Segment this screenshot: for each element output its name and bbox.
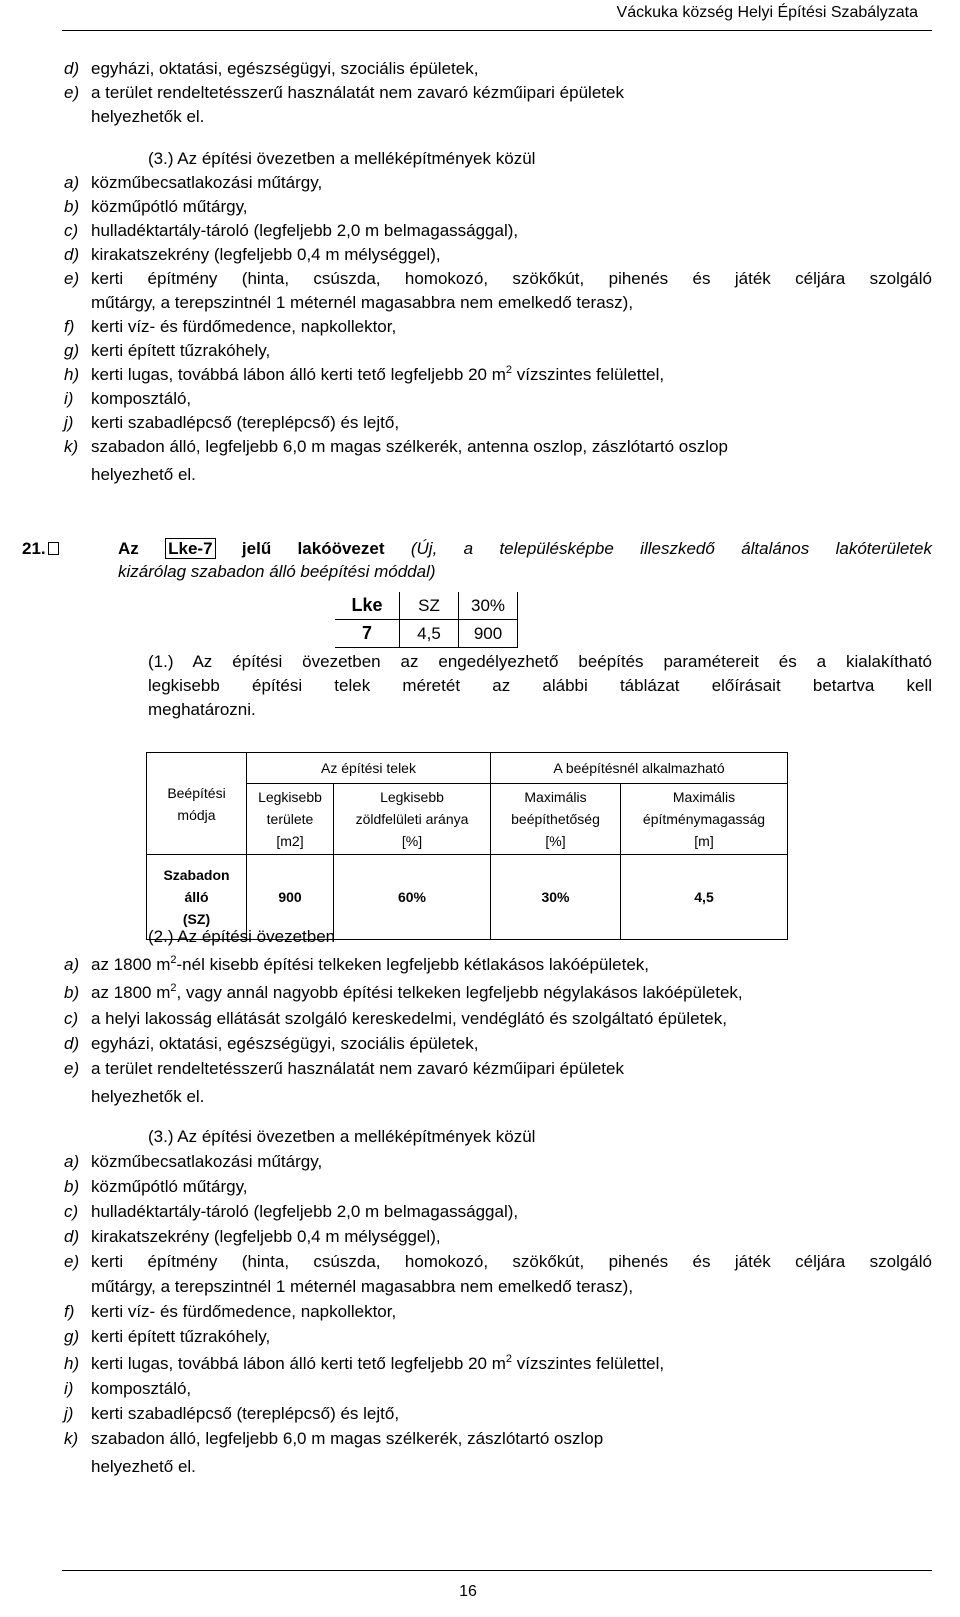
list-item-e2	[64, 268, 932, 290]
parameters-table	[146, 752, 788, 940]
header-rule	[62, 30, 932, 31]
item-label: d)	[64, 245, 80, 264]
table-header-row	[147, 753, 788, 784]
item-label: g)	[64, 341, 80, 360]
table-row	[335, 592, 518, 620]
list-item-j	[64, 412, 932, 434]
list-item-h	[64, 364, 932, 386]
item-text: közműbecsatlakozási műtárgy,	[91, 1152, 323, 1171]
item-label: h)	[64, 1354, 80, 1373]
zone-code-table	[335, 592, 518, 648]
superscript: 2	[505, 1353, 512, 1365]
table-cell: SZ	[400, 592, 459, 620]
cell-line: [%]	[401, 833, 423, 849]
list-item-b	[64, 1176, 932, 1198]
item-label: i)	[64, 1379, 74, 1398]
cell-line: beépíthetőség	[511, 811, 600, 827]
item-text: kerti szabadlépcső (tereplépcső) és lejtő,	[91, 1404, 400, 1423]
page-header: Váckuka község Helyi Építési Szabályzata	[616, 4, 918, 21]
continuation-text: helyezhetők el.	[91, 1087, 205, 1106]
item-text: komposztáló,	[91, 389, 192, 408]
item-label: a)	[64, 173, 80, 192]
item-text: szabadon álló, legfeljebb 6,0 m magas szélkerék, zászlótartó oszlop	[91, 1429, 604, 1448]
header-cell-method	[147, 753, 247, 855]
section-heading	[118, 538, 932, 560]
heading-title: jelű lakóövezet	[241, 539, 385, 558]
paragraph-1	[148, 650, 932, 722]
cell-line: álló	[184, 889, 209, 905]
continuation-text: helyezhető el.	[91, 465, 196, 484]
list-item-e	[64, 1058, 932, 1080]
item-text: kerti lugas, továbbá lábon álló kerti tető legfeljebb 20 m	[91, 1354, 506, 1373]
item-label: c)	[64, 1009, 79, 1028]
item-text: közműpótló műtárgy,	[91, 197, 248, 216]
paragraph-line: legkisebb építési telek méretét az alábbi táblázat előírásait betartva kell	[148, 676, 932, 695]
item-label: f)	[64, 1302, 75, 1321]
heading-description-cont: kizárólag szabadon álló beépítési móddal)	[118, 562, 436, 581]
continuation-text: helyezhetők el.	[91, 107, 205, 126]
list-item-b	[64, 196, 932, 218]
item-label: e)	[64, 269, 80, 288]
cell-line: területe	[266, 811, 314, 827]
cell-line: Beépítési	[167, 784, 226, 801]
item-label: j)	[64, 1404, 74, 1423]
item-text: közműpótló műtárgy,	[91, 1177, 248, 1196]
item-text: egyházi, oktatási, egészségügyi, szociális épületek,	[91, 59, 479, 78]
cell-line: Maximális	[524, 789, 587, 805]
item-text: kirakatszekrény (legfeljebb 0,4 m mélységgel),	[91, 245, 441, 264]
table-cell: 30%	[459, 592, 518, 620]
paragraph-3-intro: (3.) Az építési övezetben a melléképítmények közül	[148, 149, 536, 168]
list-item-i	[64, 388, 932, 410]
table-cell: 4,5	[400, 620, 459, 648]
list-item-b	[64, 982, 932, 1004]
table-cell: 30%	[491, 855, 621, 940]
list-item-f	[64, 316, 932, 338]
item-label: e)	[64, 1252, 80, 1271]
item-label: e)	[64, 83, 80, 102]
header-group-building: A beépítésnél alkalmazható	[491, 753, 788, 784]
item-label: d)	[64, 1227, 80, 1246]
paragraph-line: meghatározni.	[148, 700, 256, 719]
item-label: b)	[64, 1177, 80, 1196]
list-item-c	[64, 220, 932, 242]
item-label: k)	[64, 437, 79, 456]
list-item-k	[64, 436, 932, 458]
table-cell: 7	[335, 620, 400, 648]
item-label: b)	[64, 197, 80, 216]
item-label: d)	[64, 59, 80, 78]
item-text: kerti épített tűzrakóhely,	[91, 341, 271, 360]
cell-line: Legkisebb	[258, 789, 322, 805]
continuation-text: helyezhető el.	[91, 1457, 196, 1476]
superscript: 2	[505, 364, 512, 376]
list-item-d	[64, 1033, 932, 1055]
list-item-h	[64, 1353, 932, 1375]
item-text: kirakatszekrény (legfeljebb 0,4 m mélységgel),	[91, 1227, 441, 1246]
list-item-a	[64, 172, 932, 194]
item-label: a)	[64, 955, 80, 974]
item-label: a)	[64, 1152, 80, 1171]
header-group-plot: Az építési telek	[247, 753, 491, 784]
header-cell-min-area	[247, 784, 334, 855]
footer-rule	[62, 1570, 932, 1571]
item-text: komposztáló,	[91, 1379, 192, 1398]
table-cell: 900	[247, 855, 334, 940]
item-text: kerti víz- és fürdőmedence, napkollektor,	[91, 317, 397, 336]
zone-code: Lke-7	[165, 538, 215, 559]
item-text: hulladéktartály-tároló (legfeljebb 2,0 m belmagassággal),	[91, 1202, 519, 1221]
cell-line: építménymagasság	[642, 811, 766, 827]
paragraph-2-intro: (2.) Az építési övezetben	[148, 927, 336, 946]
cell-line: [%]	[545, 833, 566, 849]
item-label: e)	[64, 1059, 80, 1078]
list-item-a	[64, 1151, 932, 1173]
superscript: 2	[170, 954, 177, 966]
item-text: szabadon álló, legfeljebb 6,0 m magas szélkerék, antenna oszlop, zászlótartó oszlop	[91, 437, 728, 456]
item-text: a helyi lakosság ellátását szolgáló kereskedelmi, vendéglátó és szolgáltató épületek,	[91, 1009, 727, 1028]
continuation-text: műtárgy, a terepszintnél 1 méternél magasabbra nem emelkedő terasz),	[91, 1277, 634, 1296]
item-text: a terület rendeltetésszerű használatát nem zavaró kézműipari épületek	[91, 1059, 624, 1078]
list-item-g	[64, 340, 932, 362]
cell-line: Maximális	[672, 789, 736, 805]
cell-line: [m]	[694, 833, 714, 849]
item-text: , vagy annál nagyobb építési telkeken legfeljebb négylakásos lakóépületek,	[176, 983, 743, 1002]
item-label: j)	[64, 413, 74, 432]
item-text: a terület rendeltetésszerű használatát nem zavaró kézműipari épületek	[91, 83, 624, 102]
item-text: vízszintes felülettel,	[512, 365, 665, 384]
item-text: egyházi, oktatási, egészségügyi, szociális épületek,	[91, 1034, 479, 1053]
item-text: hulladéktartály-tároló (legfeljebb 2,0 m belmagassággal),	[91, 221, 519, 240]
item-text: az 1800 m	[91, 983, 171, 1002]
paragraph-line: (1.) Az építési övezetben az engedélyezhető beépítés paramétereit és a kialakítható	[148, 652, 932, 671]
item-text: kerti építmény (hinta, csúszda, homokozó, szökőkút, pihenés és játék céljára szolgáló	[91, 1252, 932, 1271]
header-cell-max-height	[621, 784, 788, 855]
item-label: h)	[64, 365, 80, 384]
list-item-d	[64, 58, 932, 80]
cell-line: zöldfelületi aránya	[355, 811, 469, 827]
header-cell-max-coverage	[491, 784, 621, 855]
page-number: 16	[459, 1583, 477, 1600]
table-cell: 60%	[334, 855, 491, 940]
item-text: közműbecsatlakozási műtárgy,	[91, 173, 323, 192]
list-item-g	[64, 1326, 932, 1348]
header-cell-green-ratio	[334, 784, 491, 855]
cell-line: Szabadon	[163, 867, 230, 883]
table-cell: 900	[459, 620, 518, 648]
table-cell: Lke	[335, 592, 400, 620]
continuation-text: műtárgy, a terepszintnél 1 méternél magasabbra nem emelkedő terasz),	[91, 293, 634, 312]
item-label: g)	[64, 1327, 80, 1346]
item-label: c)	[64, 1202, 79, 1221]
item-text: -nél kisebb építési telkeken legfeljebb kétlakásos lakóépületek,	[176, 955, 650, 974]
item-label: i)	[64, 389, 74, 408]
item-text: az 1800 m	[91, 955, 171, 974]
list-item-a	[64, 954, 932, 976]
list-item-i	[64, 1378, 932, 1400]
cell-line: módja	[177, 806, 216, 823]
item-label: f)	[64, 317, 75, 336]
superscript: 2	[170, 982, 177, 994]
item-text: vízszintes felülettel,	[512, 1354, 665, 1373]
table-row	[335, 620, 518, 648]
item-text: kerti szabadlépcső (tereplépcső) és lejtő,	[91, 413, 400, 432]
cell-line: Legkisebb	[380, 789, 444, 805]
heading-az: Az	[118, 539, 139, 558]
cell-line: (SZ)	[182, 911, 211, 927]
list-item-c	[64, 1201, 932, 1223]
item-label: b)	[64, 983, 80, 1002]
list-item-e	[64, 1251, 932, 1273]
item-text: kerti víz- és fürdőmedence, napkollektor,	[91, 1302, 397, 1321]
item-label: d)	[64, 1034, 80, 1053]
item-label: c)	[64, 221, 79, 240]
heading-description: (Új, a településképbe illeszkedő általános lakóterületek	[410, 539, 932, 558]
list-item-k	[64, 1428, 932, 1450]
item-text: kerti épített tűzrakóhely,	[91, 1327, 271, 1346]
item-text: kerti lugas, továbbá lábon álló kerti tető legfeljebb 20 m	[91, 365, 506, 384]
list-item-f	[64, 1301, 932, 1323]
item-label: k)	[64, 1429, 79, 1448]
list-item-j	[64, 1403, 932, 1425]
cell-line: [m2]	[276, 833, 304, 849]
paragraph-3-intro: (3.) Az építési övezetben a melléképítmények közül	[148, 1127, 536, 1146]
list-item-d2	[64, 244, 932, 266]
list-item-e	[64, 82, 932, 104]
list-item-c	[64, 1008, 932, 1030]
list-item-d	[64, 1226, 932, 1248]
item-text: kerti építmény (hinta, csúszda, homokozó, szökőkút, pihenés és játék céljára szolgáló	[91, 269, 932, 288]
table-cell: 4,5	[621, 855, 788, 940]
section-number: 21.	[22, 538, 59, 560]
